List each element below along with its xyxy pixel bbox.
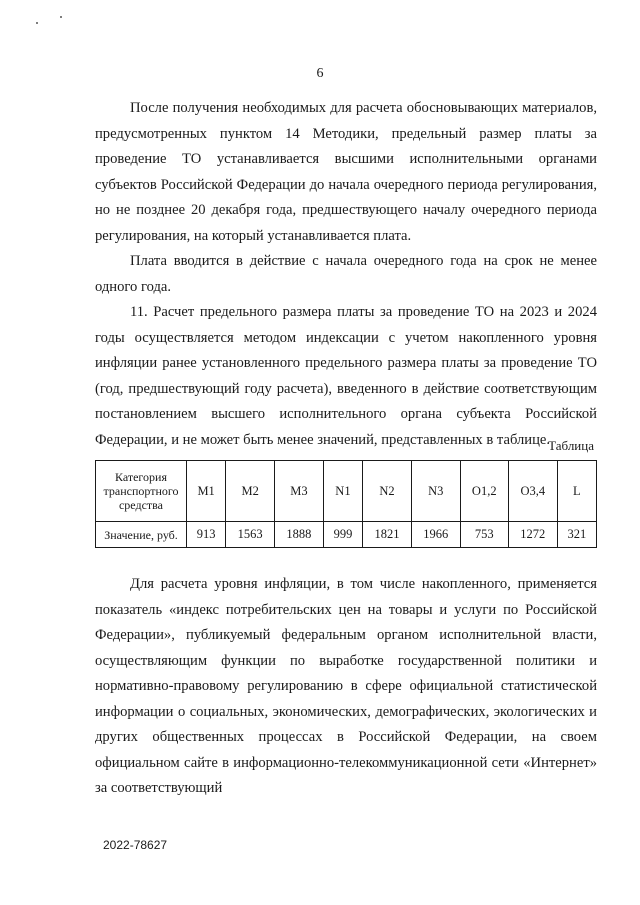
- table-cell: 321: [557, 522, 596, 548]
- table-cell: 1272: [508, 522, 557, 548]
- column-header: M1: [187, 461, 226, 522]
- paragraph: Для расчета уровня инфляции, в том числе накопленного, применяется показатель «индекс потребительских цен на товары и услуги по Российской Федерации», публикуемый федеральным органом исполнительной власти, осуществляющим функции по выработке государственной политики и нормативно-правовому регулированию в сфере официальной статистической информации о социальных, экономических, демографических, экологических и других общественных процессах в Российской Федерации, на своем официальном сайте в информационно-телекоммуникационной сети «Интернет» за соответствующий: [95, 576, 597, 796]
- table-cell: 1821: [363, 522, 412, 548]
- scan-speck: [60, 16, 62, 18]
- scan-speck: [36, 22, 38, 24]
- table-caption: Таблица: [548, 438, 594, 453]
- document-body: [95, 96, 597, 453]
- column-header: O3,4: [508, 461, 557, 522]
- column-header: N1: [323, 461, 362, 522]
- fee-table: [95, 460, 597, 548]
- column-header: M3: [275, 461, 324, 522]
- column-header: N3: [411, 461, 460, 522]
- table-cell: 1888: [275, 522, 324, 548]
- document-body-continued: [95, 572, 597, 802]
- table-header-row: [96, 461, 597, 522]
- table-header-label: Категория транспортного средства: [96, 461, 187, 522]
- table-cell: 1563: [226, 522, 275, 548]
- paragraph: 11. Расчет предельного размера платы за проведение ТО на 2023 и 2024 годы осуществляется методом индексации с учетом накопленного уровня инфляции ранее установленного предельного размера платы за проведение ТО (год, предшествующий году расчета), введенного в действие соответствующим постановлением высшего исполнительного органа субъекта Российской Федерации, и не может быть менее значений, представленных в таблице.: [95, 304, 597, 448]
- column-header: N2: [363, 461, 412, 522]
- table-row: [96, 522, 597, 548]
- paragraph: После получения необходимых для расчета обосновывающих материалов, предусмотренных пунктом 14 Методики, предельный размер платы за проведение ТО устанавливается высшими исполнительными органами субъектов Российской Федерации до начала очередного периода регулирования, но не позднее 20 декабря года, предшествующего началу очередного периода регулирования, на который устанавливается плата.: [95, 100, 597, 244]
- column-header: M2: [226, 461, 275, 522]
- table-cell: 753: [460, 522, 508, 548]
- table-cell: 1966: [411, 522, 460, 548]
- document-id: 2022-78627: [103, 838, 168, 852]
- page-number: 6: [316, 66, 324, 81]
- column-header: O1,2: [460, 461, 508, 522]
- table-cell: 999: [323, 522, 362, 548]
- table-cell: 913: [187, 522, 226, 548]
- paragraph: Плата вводится в действие с начала очередного года на срок не менее одного года.: [95, 253, 597, 295]
- column-header: L: [557, 461, 596, 522]
- row-label: Значение, руб.: [96, 522, 187, 548]
